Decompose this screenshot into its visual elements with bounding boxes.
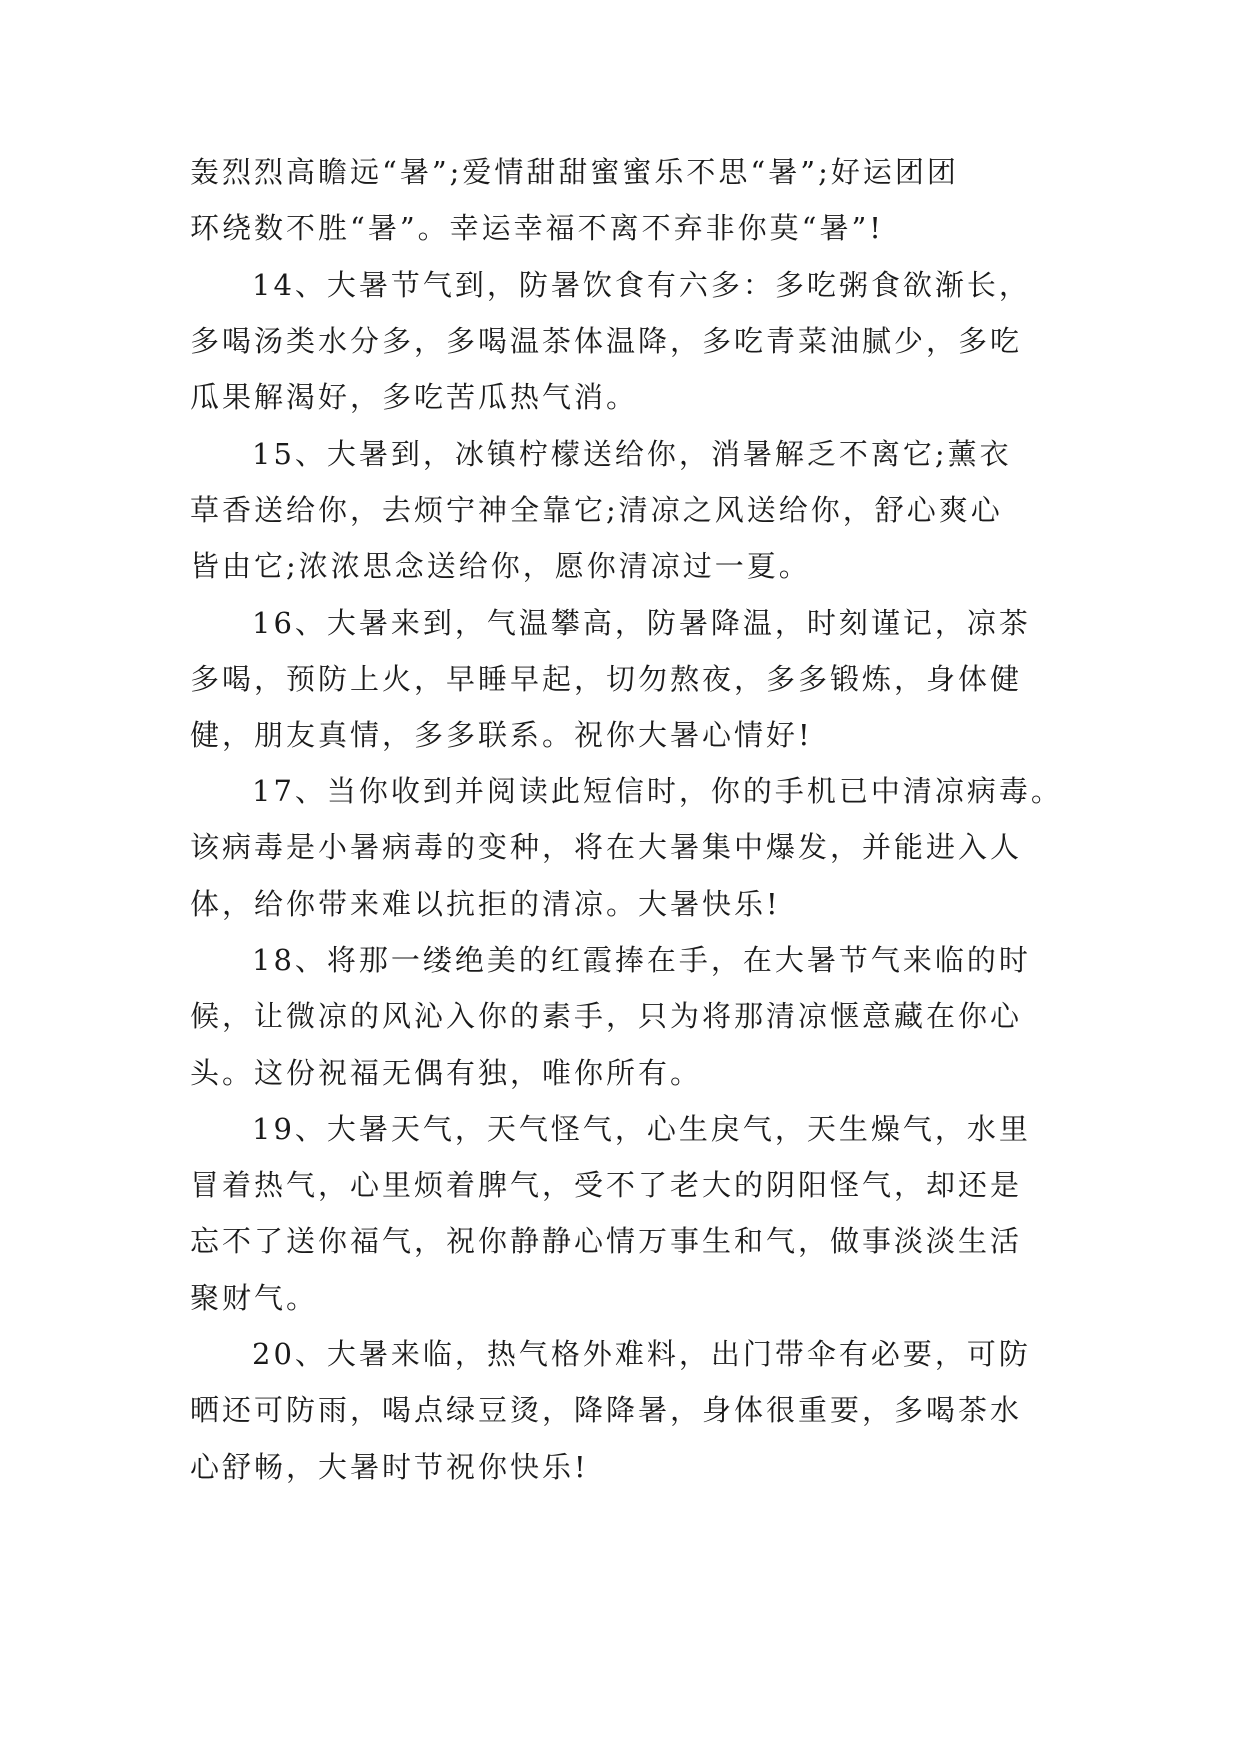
text-line: 17、当你收到并阅读此短信时，你的手机已中清凉病毒。 (252, 774, 1063, 808)
text-line: 冒着热气，心里烦着脾气，受不了老大的阴阳怪气，却还是 (190, 1168, 1023, 1202)
text-line: 聚财气。 (190, 1281, 319, 1315)
text-line: 晒还可防雨，喝点绿豆烫，降降暑，身体很重要，多喝茶水 (190, 1393, 1023, 1427)
text-line: 15、大暑到，冰镇柠檬送给你，消暑解乏不离它;薰衣 (252, 437, 1012, 471)
text-line: 瓜果解渴好，多吃苦瓜热气消。 (190, 380, 639, 414)
text-line: 多喝汤类水分多，多喝温茶体温降，多吃青菜油腻少，多吃 (190, 324, 1023, 358)
text-line: 忘不了送你福气，祝你静静心情万事生和气，做事淡淡生活 (190, 1224, 1023, 1258)
text-line: 皆由它;浓浓思念送给你，愿你清凉过一夏。 (190, 549, 811, 583)
text-line: 该病毒是小暑病毒的变种，将在大暑集中爆发，并能进入人 (190, 830, 1023, 864)
text-line: 轰烈烈高瞻远“暑”;爱情甜甜蜜蜜乐不思“暑”;好运团团 (190, 155, 959, 189)
text-line: 环绕数不胜“暑”。幸运幸福不离不弃非你莫“暑”! (190, 211, 884, 245)
text-line: 头。这份祝福无偶有独，唯你所有。 (190, 1056, 703, 1090)
text-line: 候，让微凉的风沁入你的素手，只为将那清凉惬意藏在你心 (190, 999, 1023, 1033)
text-line: 20、大暑来临，热气格外难料，出门带伞有必要，可防 (252, 1337, 1031, 1371)
text-line: 16、大暑来到，气温攀高，防暑降温，时刻谨记，凉茶 (252, 606, 1031, 640)
text-line: 心舒畅，大暑时节祝你快乐! (190, 1450, 589, 1484)
text-line: 草香送给你，去烦宁神全靠它;清凉之风送给你，舒心爽心 (190, 493, 1003, 527)
text-line: 19、大暑天气，天气怪气，心生戾气，天生燥气，水里 (252, 1112, 1031, 1146)
text-line: 多喝，预防上火，早睡早起，切勿熬夜，多多锻炼，身体健 (190, 662, 1023, 696)
text-line: 体，给你带来难以抗拒的清凉。大暑快乐! (190, 887, 781, 921)
text-line: 18、将那一缕绝美的红霞捧在手，在大暑节气来临的时 (252, 943, 1031, 977)
text-line: 14、大暑节气到，防暑饮食有六多：多吃粥食欲渐长， (252, 268, 1031, 302)
text-line: 健，朋友真情，多多联系。祝你大暑心情好! (190, 718, 813, 752)
